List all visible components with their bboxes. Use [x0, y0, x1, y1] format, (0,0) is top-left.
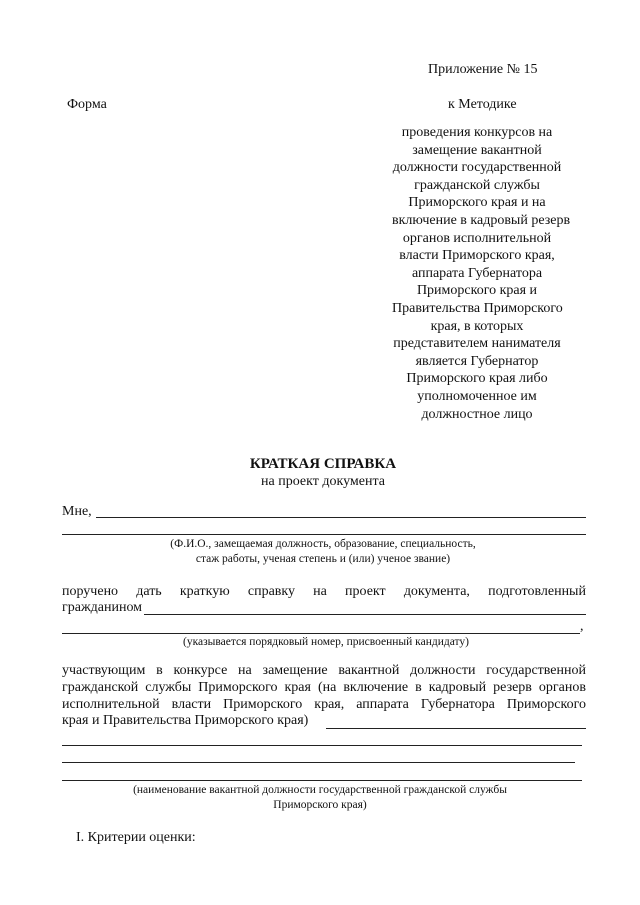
position-fill-line-4[interactable] — [62, 780, 582, 781]
hint-line: Приморского края) — [273, 799, 367, 811]
citizen-fill-line[interactable] — [144, 614, 586, 615]
method-line: органов исполнительной — [402, 230, 552, 246]
to-me-label: Мне, — [62, 504, 92, 519]
method-line: края, в которых — [430, 318, 524, 334]
method-line: уполномоченное им — [417, 388, 537, 404]
candidate-number-line[interactable] — [62, 633, 580, 634]
document-subtitle: на проект документа — [261, 474, 385, 489]
method-line: включение в кадровый резерв — [392, 212, 571, 228]
method-line: должности государственной — [392, 160, 562, 176]
hint-line: стаж работы, ученая степень и (или) ученое звание) — [195, 553, 451, 565]
candidate-number-hint: (указывается порядковый номер, присвоенный кандидату) — [183, 636, 469, 648]
participation-line-3: исполнительной власти Приморского края, аппарата Губернатора Приморского — [62, 697, 586, 712]
assigned-word: на — [313, 584, 327, 599]
method-description — [392, 124, 571, 423]
method-line: Приморского края и — [416, 283, 538, 299]
assigned-word: документа, — [403, 584, 470, 599]
name-hint — [170, 537, 475, 567]
method-line: должностное лицо — [421, 406, 533, 422]
method-line: власти Приморского края, — [399, 248, 555, 264]
position-fill-line-2[interactable] — [62, 745, 582, 746]
method-line: является Губернатор — [415, 353, 539, 369]
method-line: аппарата Губернатора — [411, 265, 543, 281]
citizen-label: гражданином — [62, 600, 143, 615]
method-reference: к Методике — [448, 97, 517, 112]
participation-line-2: гражданской службы Приморского края (на включение в кадровый резерв органов — [62, 680, 586, 695]
method-line: Приморского края либо — [406, 371, 548, 387]
form-label: Форма — [67, 97, 107, 112]
method-line: проведения конкурсов на — [401, 125, 553, 140]
hint-line: (Ф.И.О., замещаемая должность, образование, специальность, — [170, 538, 476, 550]
participation-line-1: участвующим в конкурсе на замещение вакантной должности государственной — [62, 663, 586, 678]
assigned-word: краткую — [179, 584, 230, 599]
position-fill-line-3[interactable] — [62, 762, 575, 763]
assigned-word: дать — [136, 584, 162, 599]
position-fill-line-1[interactable] — [326, 728, 586, 729]
criteria-heading: I. Критерии оценки: — [76, 830, 196, 845]
method-line: Приморского края и на — [408, 195, 546, 211]
method-line: замещение вакантной — [412, 142, 542, 158]
comma: , — [580, 619, 584, 634]
hint-line: (наименование вакантной должности государственной гражданской службы — [133, 784, 507, 796]
method-line: гражданской службы — [414, 177, 540, 193]
participation-line-4: края и Правительства Приморского края) — [62, 713, 309, 728]
position-hint — [133, 783, 507, 813]
method-line: Правительства Приморского — [392, 300, 563, 316]
assigned-word: справку — [247, 584, 295, 599]
assigned-line — [62, 583, 586, 600]
name-fill-line[interactable] — [96, 517, 586, 518]
document-title: КРАТКАЯ СПРАВКА — [249, 456, 397, 472]
assigned-word: проект — [345, 584, 386, 599]
assigned-word: подготовленный — [488, 584, 586, 599]
method-line: представителем нанимателя — [393, 336, 561, 352]
name-fill-line-2[interactable] — [62, 534, 586, 535]
appendix-number: Приложение № 15 — [428, 62, 538, 77]
assigned-word: поручено — [62, 584, 119, 599]
